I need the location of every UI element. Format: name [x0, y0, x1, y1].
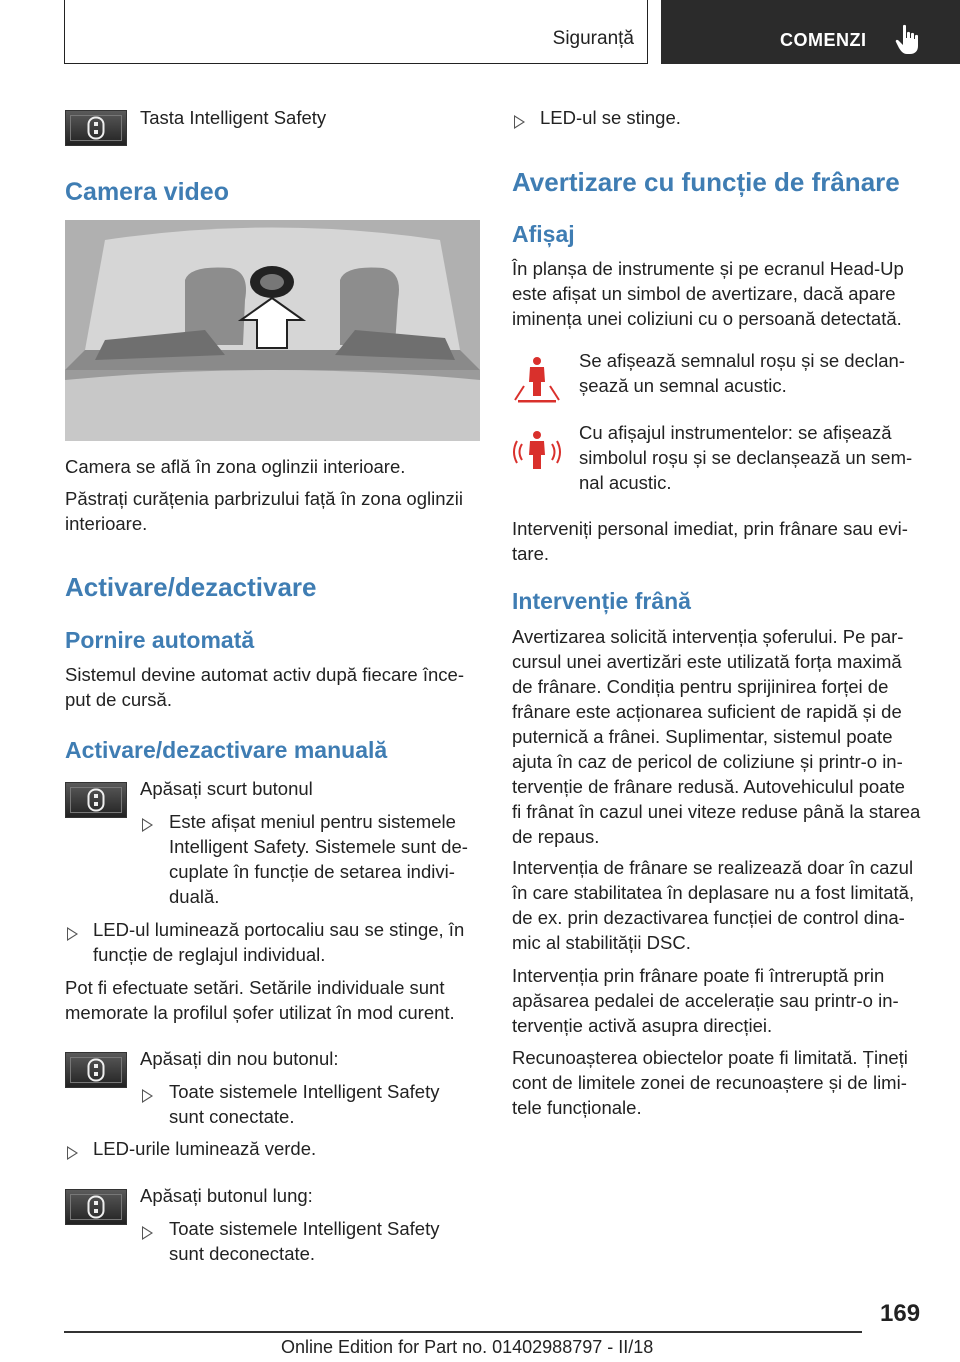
bullet-2-line-1: LED-ul luminează portocaliu sau se stinge, în [93, 919, 465, 940]
brake-line: de frânare. Condiția pentru sprijinirea forței de [512, 676, 889, 697]
dsc-line: în care stabilitatea în deplasare nu a fost limitată, [512, 882, 915, 903]
dsc-line: mic al stabilității DSC. [512, 932, 691, 953]
press-long-text: Apăsați butonul lung: [140, 1185, 313, 1206]
display-text-1: În planșa de instrumente și pe ecranul Head-Up [512, 258, 904, 279]
limit-line: Recunoașterea obiectelor poate fi limitată. Țineți [512, 1047, 908, 1068]
accel-line: Intervenția prin frânare poate fi întreruptă prin [512, 965, 885, 986]
press-short-text: Apăsați scurt butonul [140, 778, 313, 799]
heading-camera: Camera video [65, 178, 229, 206]
heading-warning: Avertizare cu funcție de frânare [512, 167, 900, 197]
settings-text-2: memorate la profilul șofer utilizat în mod curent. [65, 1002, 455, 1023]
symbol-1-text-1: Se afișează semnalul roșu și se declan- [579, 350, 905, 371]
intelligent-safety-button-icon [65, 110, 127, 146]
camera-text-1: Camera se află în zona oglinzii interioare. [65, 456, 406, 477]
bullet-5-line-2: sunt deconectate. [169, 1243, 316, 1264]
limit-line: cont de limitele zonei de recunoaștere și de limi- [512, 1072, 907, 1093]
dsc-paragraph [512, 855, 914, 955]
intelligent-safety-button-icon [65, 1189, 127, 1225]
bullet-1-line-2: Intelligent Safety. Sistemele sunt de- [169, 836, 468, 857]
camera-photo [65, 220, 480, 441]
symbol-1-text-2: șează un semnal acustic. [579, 375, 787, 396]
car-interior-image [65, 220, 480, 441]
brake-line: tervenție de frânare redusă. Autovehiculul poate [512, 776, 905, 797]
intervene-text-1: Interveniți personal imediat, prin frânare sau evi- [512, 518, 908, 539]
brake-line: ajuta în caz de pericol de coliziune și printr-o in- [512, 751, 903, 772]
bullet-1-line-4: duală. [169, 886, 220, 907]
press-again-text: Apăsați din nou butonul: [140, 1048, 339, 1069]
button-caption: Tasta Intelligent Safety [140, 107, 327, 128]
bullet-3-line-1: Toate sistemele Intelligent Safety [169, 1081, 440, 1102]
bullet-3-line-2: sunt conectate. [169, 1106, 295, 1127]
brake-line: frânare este acționarea suficient de rapidă și de [512, 701, 902, 722]
bullet-2-line-2: funcție de reglajul individual. [93, 944, 326, 965]
symbol-2-text-2: simbolul roșu și se declanșează un sem- [579, 447, 913, 468]
brake-line: fi frânat în cazul unei viteze reduse până la starea [512, 801, 921, 822]
bullet-1-line-1: Este afișat meniul pentru sistemele [169, 811, 456, 832]
heading-brake: Intervenție frână [512, 588, 691, 614]
accel-paragraph [512, 963, 899, 1038]
symbol-2-text-1: Cu afișajul instrumentelor: se afișează [579, 422, 892, 443]
bullet-6: LED-ul se stinge. [540, 107, 681, 128]
dsc-line: Intervenția de frânare se realizează doar în cazul [512, 857, 914, 878]
camera-text-2a: Păstrați curățenia parbrizului față în zona oglinzii [65, 488, 463, 509]
symbol-2-text-3: nal acustic. [579, 472, 672, 493]
dsc-line: de ex. prin dezactivarea funcției de control dina- [512, 907, 905, 928]
display-text-2: este afișat un simbol de avertizare, dacă apare [512, 283, 896, 304]
brake-paragraph [512, 624, 920, 849]
limit-paragraph [512, 1045, 908, 1120]
footer-divider [64, 1331, 862, 1333]
pedestrian-warning-icon [512, 354, 562, 404]
header-section-title: Siguranță [552, 28, 634, 49]
brake-line: puternică a frânei. Suplimentar, sistemul poate [512, 726, 893, 747]
heading-manual: Activare/dezactivare manuală [65, 737, 388, 763]
intelligent-safety-button-icon [65, 1052, 127, 1088]
display-text-3: iminența unei coliziuni cu o persoană detectată. [512, 308, 902, 329]
heading-activate: Activare/dezactivare [65, 572, 317, 602]
auto-text-1: Sistemul devine automat activ după fiecare înce- [65, 664, 464, 685]
intelligent-safety-button-icon [65, 782, 127, 818]
limit-line: tele funcționale. [512, 1097, 642, 1118]
camera-text-2b: interioare. [65, 513, 148, 534]
pedestrian-acoustic-warning-icon [512, 430, 562, 472]
bullet-4: LED-urile luminează verde. [93, 1138, 317, 1159]
bullet-1-line-3: cuplate în funcție de setarea indivi- [169, 861, 455, 882]
auto-text-2: put de cursă. [65, 689, 172, 710]
footer-edition: Online Edition for Part no. 01402988797 - II/18 [281, 1337, 654, 1357]
accel-line: apăsarea pedalei de accelerație sau printr-o in- [512, 990, 899, 1011]
header-chapter-label: COMENZI [780, 30, 867, 50]
bullet-5-line-1: Toate sistemele Intelligent Safety [169, 1218, 440, 1239]
settings-text-1: Pot fi efectuate setări. Setările individuale sunt [65, 977, 445, 998]
hand-pointer-icon [894, 24, 924, 56]
accel-line: tervenție activă asupra direcției. [512, 1015, 773, 1036]
brake-line: de repaus. [512, 826, 600, 847]
heading-auto-start: Pornire automată [65, 627, 255, 653]
page-number: 169 [880, 1300, 921, 1327]
intervene-text-2: tare. [512, 543, 550, 564]
brake-line: cursul unei avertizări este utilizată forța maximă [512, 651, 902, 672]
heading-display: Afișaj [512, 221, 575, 247]
brake-line: Avertizarea solicită intervenția șoferului. Pe par- [512, 626, 904, 647]
